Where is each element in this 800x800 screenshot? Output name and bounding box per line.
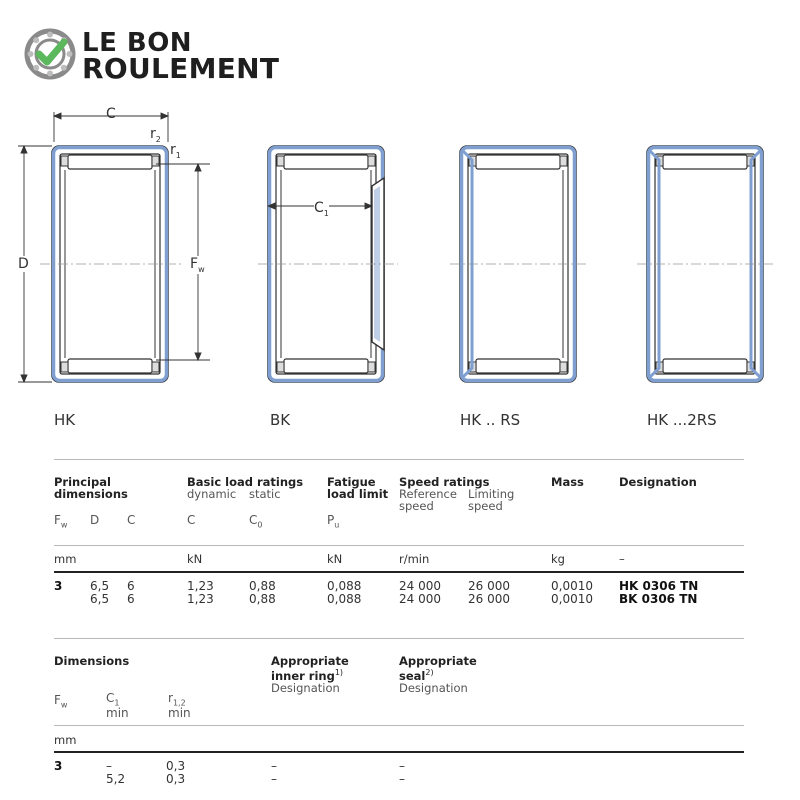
- t1-r0-des: HK 0306 TN: [619, 579, 699, 593]
- t1-h-lim1: Limiting: [468, 487, 515, 501]
- caption-hk2rs: HK ...2RS: [647, 411, 717, 429]
- t1-sym-pu-s: u: [334, 520, 340, 530]
- bearing-drawings: [0, 100, 800, 400]
- t1-r1-ref: 24 000: [399, 592, 441, 606]
- t2-sym-fw: [54, 693, 67, 709]
- caption-hkrs: HK .. RS: [460, 411, 521, 429]
- t1-r1-pu: 0,088: [327, 592, 362, 606]
- t2-r1-inner: –: [271, 772, 277, 786]
- dim-fw-label: [190, 256, 205, 274]
- t1-r0-c0: 0,88: [249, 579, 276, 593]
- t1-h-ref2: speed: [399, 499, 434, 513]
- t2-r1-r12: 0,3: [166, 772, 186, 786]
- dim-r1-text: r: [170, 142, 176, 158]
- t1-header-mass: Mass: [551, 475, 584, 489]
- dim-c1-sub: 1: [323, 208, 329, 218]
- t2-r0-fw: 3: [54, 759, 63, 773]
- t2-header-seal: [399, 655, 477, 694]
- t2-h-inner-note: 1): [334, 668, 344, 677]
- t2-h-seal-note: 2): [425, 668, 434, 677]
- table2-data-rule: [54, 751, 744, 753]
- dim-d-label: D: [18, 256, 29, 272]
- table2-mid-rule: [54, 725, 744, 726]
- dim-c1-label: [314, 200, 329, 218]
- dim-fw-sub: w: [198, 264, 205, 274]
- t2-r1-seal: –: [399, 772, 405, 786]
- t2-h-inner1: Appropriate: [271, 654, 349, 668]
- t1-sym-fw: [54, 513, 67, 529]
- dim-r1-label: [170, 142, 181, 160]
- t1-h-lim2: speed: [468, 499, 503, 513]
- dim-r2-sub: 2: [155, 134, 161, 144]
- t1-sym-cdyn: C: [187, 513, 196, 527]
- t1-unit-mm: mm: [54, 552, 77, 566]
- t1-r1-des: BK 0306 TN: [619, 592, 698, 606]
- t1-unit-dash: –: [619, 552, 625, 566]
- t2-unit-mm: mm: [54, 733, 77, 747]
- t1-h-principal1: Principal: [54, 475, 111, 489]
- t1-r0-mass: 0,0010: [551, 579, 593, 593]
- t2-sym-fw-t: F: [54, 693, 61, 707]
- dim-r1-sub: 1: [175, 150, 181, 160]
- t1-r0-c: 6: [127, 579, 135, 593]
- t2-r1-c1: 5,2: [106, 772, 126, 786]
- t2-h-inner3: Designation: [271, 680, 340, 695]
- t2-r0-seal: –: [399, 759, 405, 773]
- t1-unit-rmin: r/min: [399, 552, 430, 566]
- t2-header-inner: [271, 655, 349, 694]
- dim-c1-text: C: [314, 200, 324, 216]
- dim-r2-label: [150, 126, 161, 144]
- t1-sym-c0-s: 0: [257, 520, 263, 530]
- t2-r0-inner: –: [271, 759, 277, 773]
- t1-r0-cdyn: 1,23: [187, 579, 214, 593]
- t1-header-speed: Speed ratings: [399, 475, 490, 489]
- t2-sym-fw-s: w: [60, 700, 68, 710]
- t2-sym-c1: [106, 693, 129, 719]
- t1-unit-kn2: kN: [327, 552, 343, 566]
- t1-header-static: static: [249, 487, 281, 501]
- t1-header-dynamic: dynamic: [187, 487, 237, 501]
- dim-c-label: C: [106, 106, 116, 122]
- t1-r1-lim: 26 000: [468, 592, 510, 606]
- t1-header-reference: [399, 488, 457, 512]
- t2-h-seal1: Appropriate: [399, 654, 477, 668]
- t1-r1-d: 6,5: [90, 592, 110, 606]
- table1-top-rule: [54, 459, 744, 460]
- t2-sym-c1-min: min: [106, 706, 129, 721]
- t2-header-dimensions: Dimensions: [54, 654, 130, 668]
- t1-sym-fw-s: w: [60, 520, 68, 530]
- t1-sym-pu: [327, 513, 339, 529]
- t1-header-fatigue: [327, 476, 388, 500]
- caption-hk: HK: [54, 411, 76, 429]
- t1-r0-d: 6,5: [90, 579, 110, 593]
- t1-header-principal: [54, 476, 128, 500]
- dim-r2-text: r: [150, 126, 156, 142]
- t1-header-basic: Basic load ratings: [187, 475, 304, 489]
- t2-h-inner2: inner ring: [271, 668, 335, 683]
- t1-header-limiting: [468, 488, 514, 512]
- t1-r0-fw: 3: [54, 579, 63, 593]
- t1-h-principal2: dimensions: [54, 487, 128, 501]
- t1-h-ref1: Reference: [399, 487, 457, 501]
- t1-sym-c0: [249, 513, 262, 529]
- t1-sym-d: D: [90, 513, 100, 527]
- t2-sym-r12: [168, 693, 191, 719]
- table1-data-rule: [54, 571, 744, 573]
- t1-unit-kn1: kN: [187, 552, 203, 566]
- t1-sym-c0-t: C: [249, 513, 258, 527]
- brand-name-line2: ROULEMENT: [82, 52, 280, 85]
- t1-h-fatigue1: Fatigue: [327, 475, 376, 489]
- t1-r1-c: 6: [127, 592, 135, 606]
- t2-sym-c1-s: 1: [114, 698, 120, 708]
- t2-sym-r12-t: r: [168, 691, 173, 705]
- t2-h-seal2: seal: [399, 668, 426, 683]
- t2-r0-r12: 0,3: [166, 759, 186, 773]
- t1-r1-cdyn: 1,23: [187, 592, 214, 606]
- t1-h-fatigue2: load limit: [327, 487, 389, 501]
- dim-fw-text: F: [190, 256, 199, 272]
- t1-r0-ref: 24 000: [399, 579, 441, 593]
- t1-sym-pu-t: P: [327, 513, 335, 527]
- t1-r1-c0: 0,88: [249, 592, 276, 606]
- t2-sym-c1-t: C: [106, 691, 115, 705]
- brand-name-line1: LE BON: [82, 28, 193, 58]
- t2-r0-c1: –: [106, 759, 112, 773]
- t2-sym-r12-min: min: [168, 706, 191, 721]
- caption-bk: BK: [270, 411, 291, 429]
- brand-logo-icon: [24, 28, 76, 80]
- t2-sym-r12-s: 1,2: [172, 698, 186, 708]
- t1-sym-fw-t: F: [54, 513, 61, 527]
- t1-header-designation: Designation: [619, 475, 697, 489]
- t1-r1-mass: 0,0010: [551, 592, 593, 606]
- table1-mid-rule: [54, 545, 744, 546]
- t1-unit-kg: kg: [551, 552, 565, 566]
- t2-h-seal3: Designation: [399, 680, 468, 695]
- t1-r0-lim: 26 000: [468, 579, 510, 593]
- table2-top-rule: [54, 638, 744, 639]
- t1-r0-pu: 0,088: [327, 579, 362, 593]
- t1-sym-c: C: [127, 513, 136, 527]
